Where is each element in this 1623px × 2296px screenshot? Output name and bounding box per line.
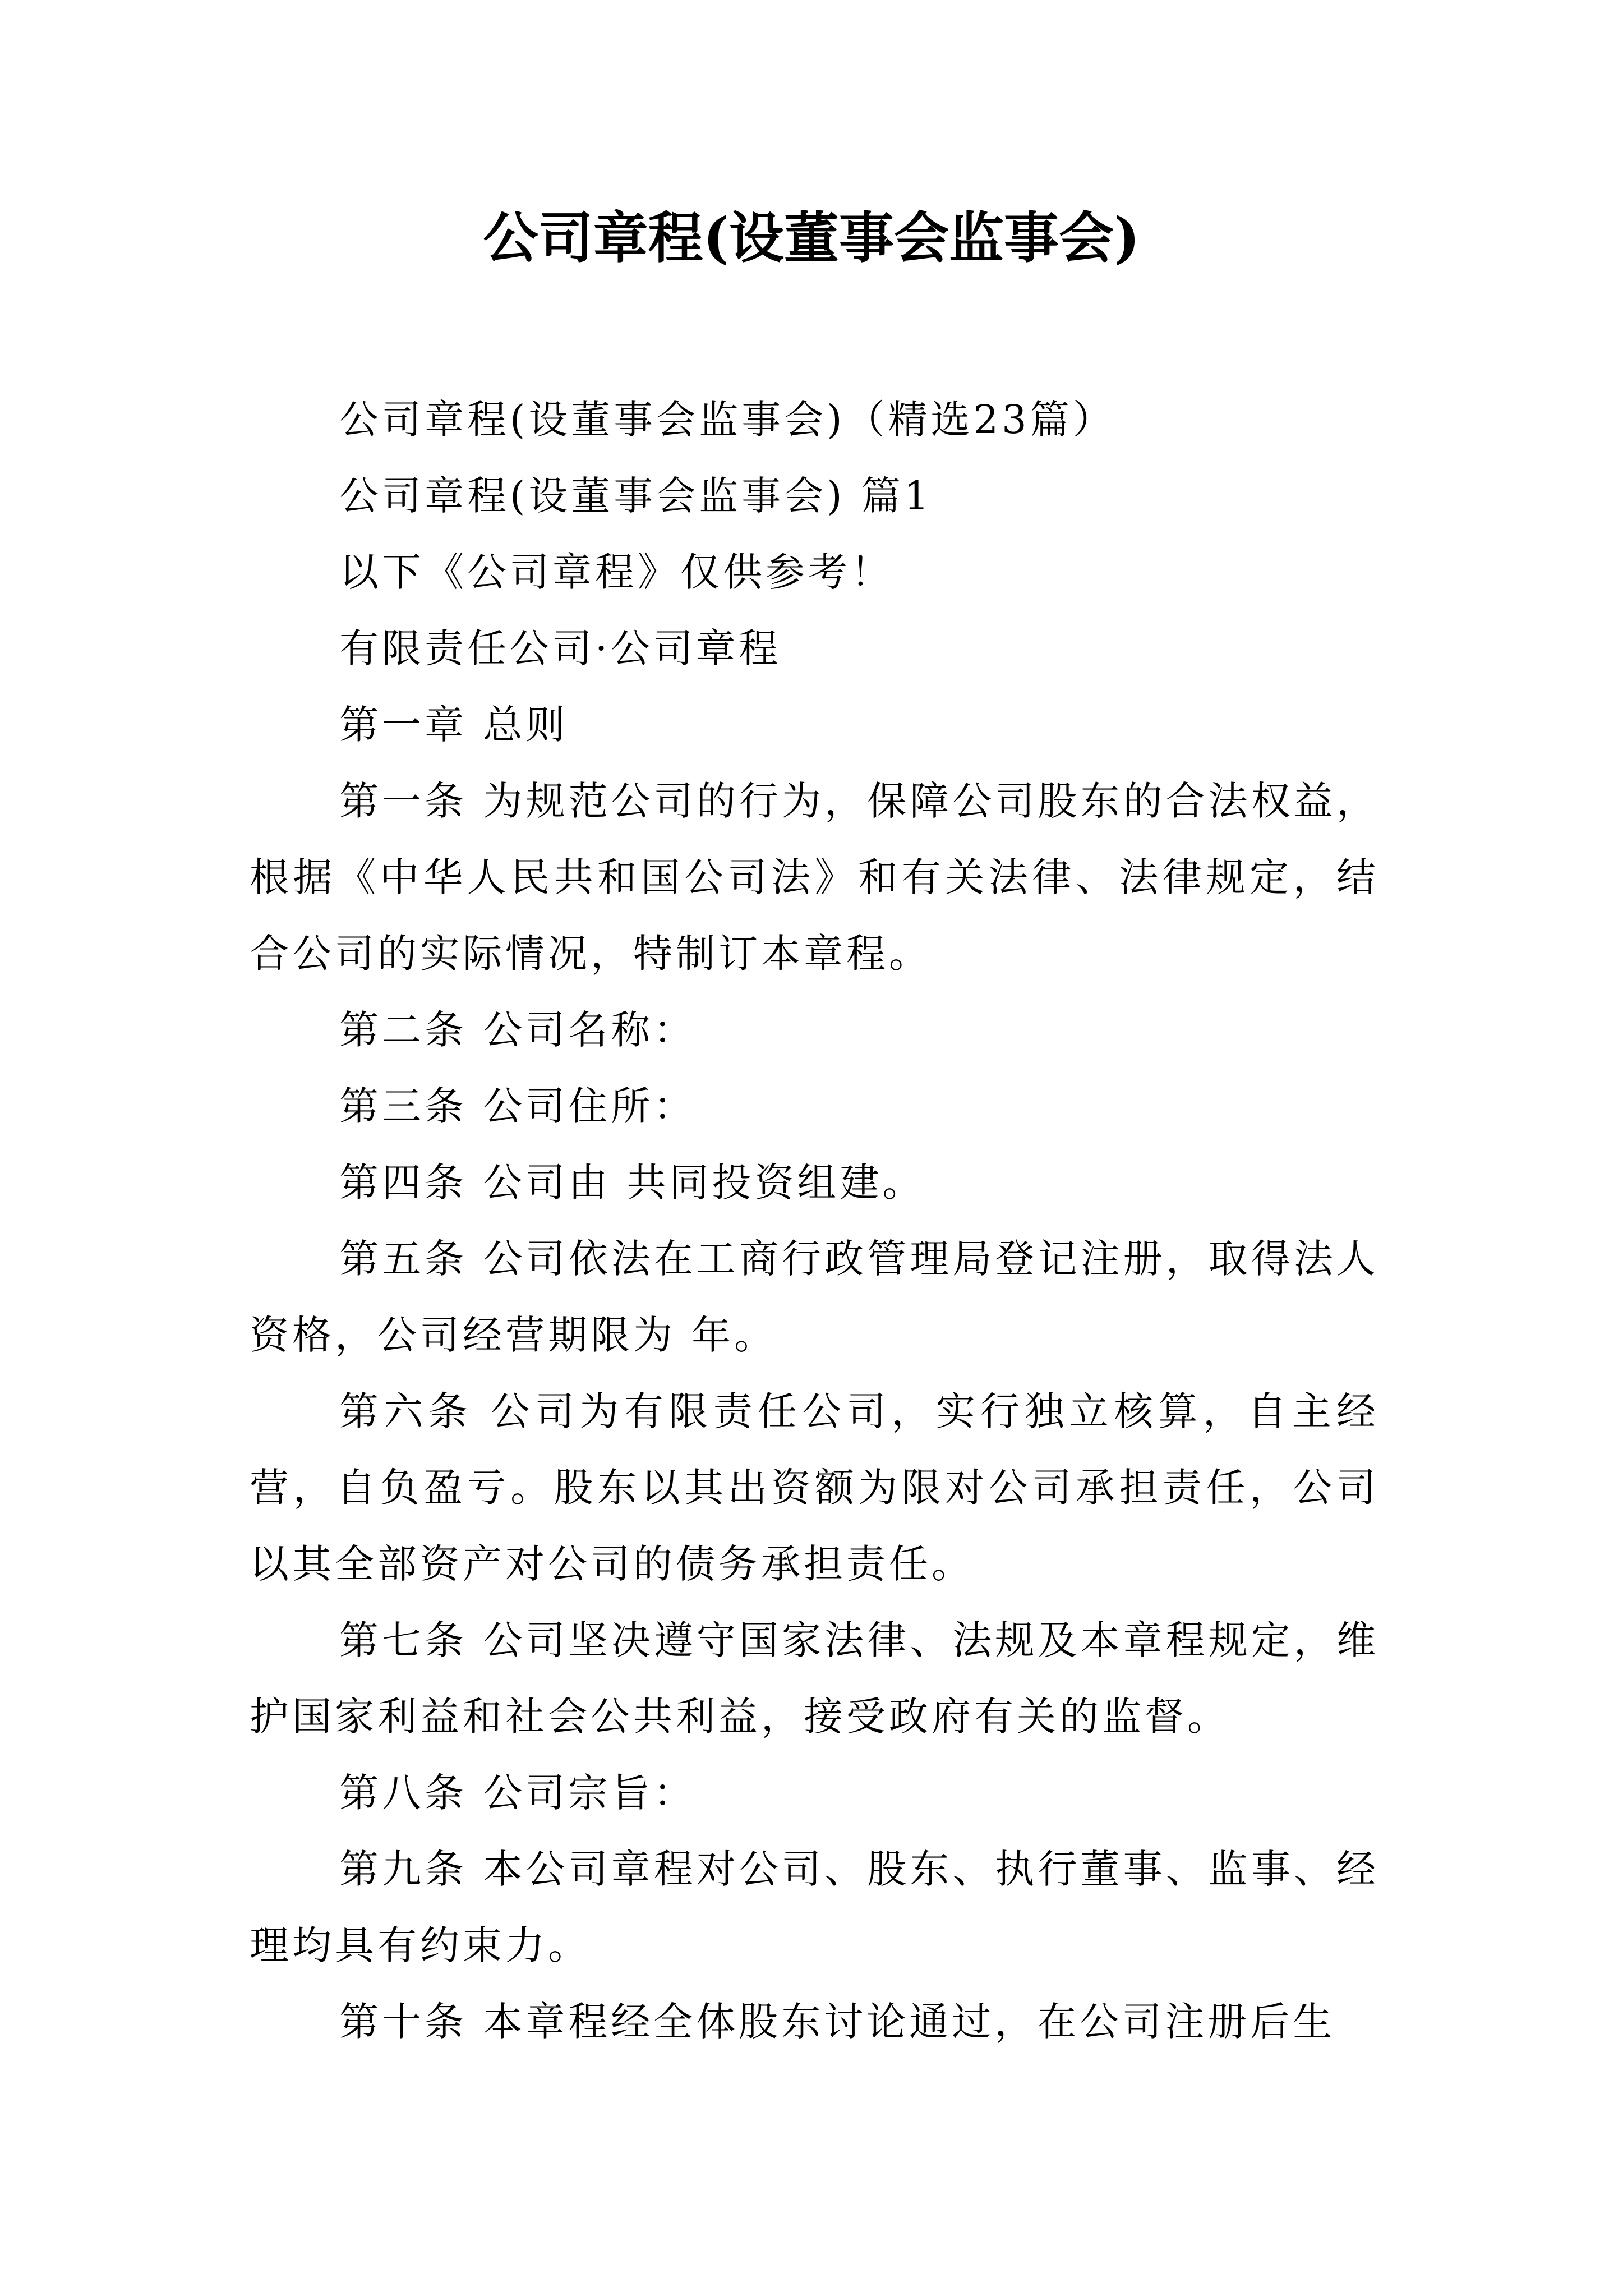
paragraph-article-7: 第七条 公司坚决遵守国家法律、法规及本章程规定，维护国家利益和社会公共利益，接受政府有关的监督。 [250,1617,1379,1740]
paragraph-article-2: 第二条 公司名称： [339,1007,697,1053]
paragraph-article-8: 第八条 公司宗旨： [339,1770,697,1816]
document-body [250,381,1379,2060]
paragraph-article-1: 第一条 为规范公司的行为，保障公司股东的合法权益，根据《中华人民共和国公司法》和有关法律、法律规定，结合公司的实际情况，特制订本章程。 [250,778,1379,977]
paragraph-company-heading: 有限责任公司·公司章程 [339,625,782,671]
paragraph-article-6: 第六条 公司为有限责任公司，实行独立核算，自主经营，自负盈亏。股东以其出资额为限对公司承担责任，公司以其全部资产对公司的债务承担责任。 [250,1388,1379,1587]
document-title: 公司章程(设董事会监事会) [483,206,1140,270]
paragraph-reference-note: 以下《公司章程》仅供参考！ [339,549,893,595]
paragraph-collection-title: 公司章程(设董事会监事会)（精选23篇） [339,397,1115,443]
paragraph-article-5: 第五条 公司依法在工商行政管理局登记注册，取得法人资格，公司经营期限为 年。 [250,1236,1379,1358]
paragraph-article-4: 第四条 公司由 共同投资组建。 [339,1159,925,1205]
paragraph-part-heading: 公司章程(设董事会监事会) 篇1 [339,473,933,519]
paragraph-article-10: 第十条 本章程经全体股东讨论通过，在公司注册后生 [339,1999,1336,2045]
paragraph-article-3: 第三条 公司住所： [339,1083,697,1129]
paragraph-article-9: 第九条 本公司章程对公司、股东、执行董事、监事、经理均具有约束力。 [250,1846,1379,1968]
paragraph-chapter-heading: 第一章 总则 [339,702,569,748]
